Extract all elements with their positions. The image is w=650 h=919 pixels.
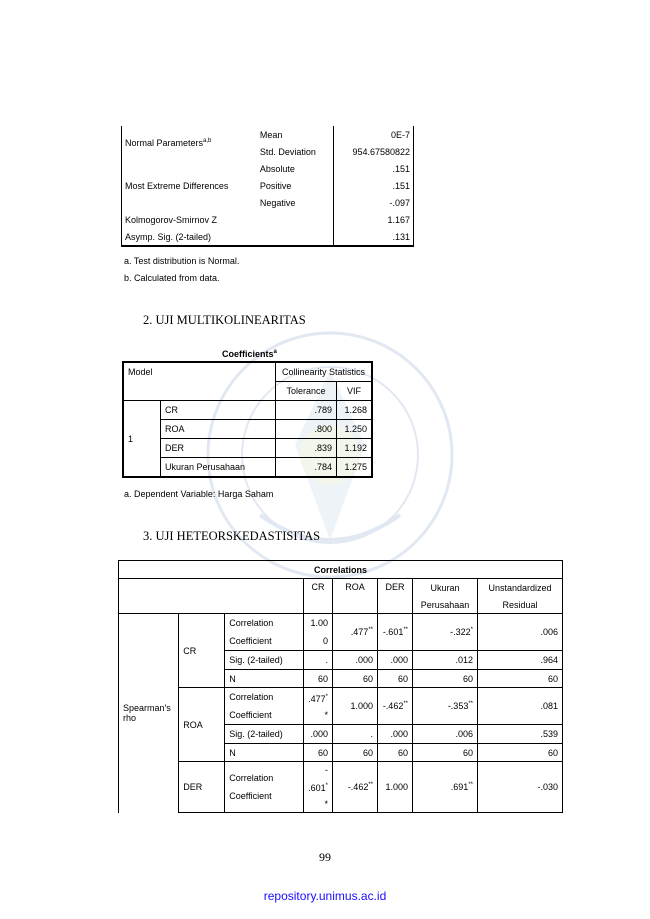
cell-sup: * [470,627,473,633]
cell-value: - [325,765,328,775]
tolerance-value: .784 [276,458,337,478]
corr-label-1: Correlation [229,773,274,783]
table-row [123,420,372,439]
row-label-sup: a,b [203,138,212,144]
normality-test-table [121,126,414,247]
cell-value: 60 [413,744,478,762]
cell-value: * [324,799,328,809]
table-row [119,762,563,813]
row-sub: Std. Deviation [259,146,316,157]
header-ukuran: Ukuran [413,579,478,597]
variable-name: DER [161,439,276,458]
table-header-row [119,579,563,597]
vif-value: 1.275 [337,458,373,478]
cell-value: 60 [333,744,378,762]
vif-value: 1.268 [337,401,373,420]
model-number: 1 [123,401,161,478]
cell-value: .000 [304,725,333,744]
row-label: Most Extreme Differences [122,160,257,211]
corr-label-2: Coefficient [229,791,272,801]
section-heading: 2. UJI MULTIKOLINEARITAS [143,313,306,327]
group-label-der: DER [179,762,225,813]
cell-sup: ** [468,701,473,707]
cell-value: 60 [378,744,413,762]
cell-value: .006 [478,614,563,651]
cell-sup: ** [368,782,373,788]
cell-value: -.462 [347,782,369,792]
cell-value: .539 [478,725,563,744]
row-sub: Positive [259,180,292,191]
cell-value: 60 [304,744,333,762]
header-cr: CR [304,579,333,614]
cell-value: -.030 [478,762,563,813]
spearman-label [119,614,179,813]
cell-value: -.462 [382,701,404,711]
page-number: 99 [319,850,331,864]
cell-value: 60 [378,670,413,688]
vif-header: VIF [337,382,373,401]
tolerance-value: .800 [276,420,337,439]
table1-note-a: a. Test distribution is Normal. [124,256,240,266]
correlations-table [118,560,563,813]
row-value: .131 [334,228,414,246]
tolerance-value: .839 [276,439,337,458]
section-heading: 3. UJI HETEORSKEDASTISITAS [143,529,321,543]
table2-title-sup: a [273,349,277,355]
table-row [119,614,563,651]
row-value: -.097 [334,194,414,211]
table-row [122,228,414,246]
table2-title-text: Coefficients [222,349,274,359]
cell-value: .000 [378,651,413,670]
row-label: Normal Parameters [125,138,204,148]
row-value: 954.67580822 [334,143,414,160]
corr-label-2: Coefficient [229,636,272,646]
cell-value: -.601 [382,627,404,637]
table-title-row [119,561,563,579]
n-label: N [225,670,304,688]
sig-label: Sig. (2-tailed) [225,725,304,744]
cell-value: * [324,710,328,720]
cell-value: .477 [308,694,326,704]
cell-value: 1.00 [310,618,328,628]
header-perusahaan: Perusahaan [413,596,478,614]
cell-sup: ** [403,627,408,633]
cell-value: .691 [450,782,469,792]
tolerance-value: .789 [276,401,337,420]
cell-value: 0 [322,636,328,646]
group-label-cr: CR [179,614,225,688]
cell-value: .964 [478,651,563,670]
cell-value: . [304,651,333,670]
cell-sup: ** [468,782,473,788]
coefficients-table [122,361,373,478]
cell-value: -.322 [450,627,471,637]
corr-label-2: Coefficient [229,710,272,720]
table-row [122,211,414,228]
row-value: 0E-7 [334,126,414,143]
table-header-row [123,362,372,382]
row-value: 1.167 [334,211,414,228]
corr-label-1: Correlation [229,618,274,628]
table-row [123,439,372,458]
group-label-roa: ROA [179,688,225,762]
table3-title: Correlations [119,561,563,579]
collinearity-header: Collinearity Statistics [276,362,373,382]
model-header: Model [123,362,276,401]
table-row [122,126,414,143]
row-sub: Absolute [259,163,295,174]
table2-note: a. Dependent Variable: Harga Saham [124,489,274,499]
corr-label [225,762,304,813]
cell-value: 60 [478,670,563,688]
row-label: Asymp. Sig. (2-tailed) [122,228,334,246]
cell-sup: ** [368,627,373,633]
spearman-line1: Spearman's [123,703,171,714]
spearman-line2: rho [123,713,137,724]
cell-value: .000 [333,651,378,670]
cell-value: 60 [333,670,378,688]
table-row [119,688,563,725]
cell-value: .012 [413,651,478,670]
cell-value: 1.000 [333,688,378,725]
header-residual: Residual [478,596,563,614]
cell-value: .000 [378,725,413,744]
corr-label-1: Correlation [229,692,274,702]
cell-value: 60 [304,670,333,688]
header-roa: ROA [333,579,378,614]
row-sub: Mean [259,129,283,140]
row-label: Kolmogorov-Smirnov Z [122,211,334,228]
cell-value: .006 [413,725,478,744]
table-row [123,458,372,478]
row-value: .151 [334,177,414,194]
header-der: DER [378,579,413,614]
cell-value: 1.000 [378,762,413,813]
cell-sup: * [325,694,328,700]
cell-value: .477 [350,627,369,637]
vif-value: 1.250 [337,420,373,439]
table-row [122,160,414,177]
variable-name: CR [161,401,276,420]
variable-name: Ukuran Perusahaan [161,458,276,478]
table2-title [222,349,277,359]
cell-value: . [333,725,378,744]
corr-label [225,614,304,651]
cell-value: .601 [308,783,326,793]
tolerance-header: Tolerance [276,382,337,401]
cell-value: 60 [413,670,478,688]
corr-label [225,688,304,725]
cell-value: .081 [478,688,563,725]
repository-link[interactable]: repository.unimus.ac.id [263,889,387,903]
vif-value: 1.192 [337,439,373,458]
header-unstandardized: Unstandardized [478,579,563,597]
row-value: .151 [334,160,414,177]
variable-name: ROA [161,420,276,439]
cell-sup: * [325,783,328,789]
sig-label: Sig. (2-tailed) [225,651,304,670]
table-row [123,401,372,420]
table1-note-b: b. Calculated from data. [124,273,220,283]
cell-sup: ** [403,701,408,707]
cell-value: 60 [478,744,563,762]
cell-value: -.353 [447,701,469,711]
row-sub: Negative [259,197,296,208]
n-label: N [225,744,304,762]
